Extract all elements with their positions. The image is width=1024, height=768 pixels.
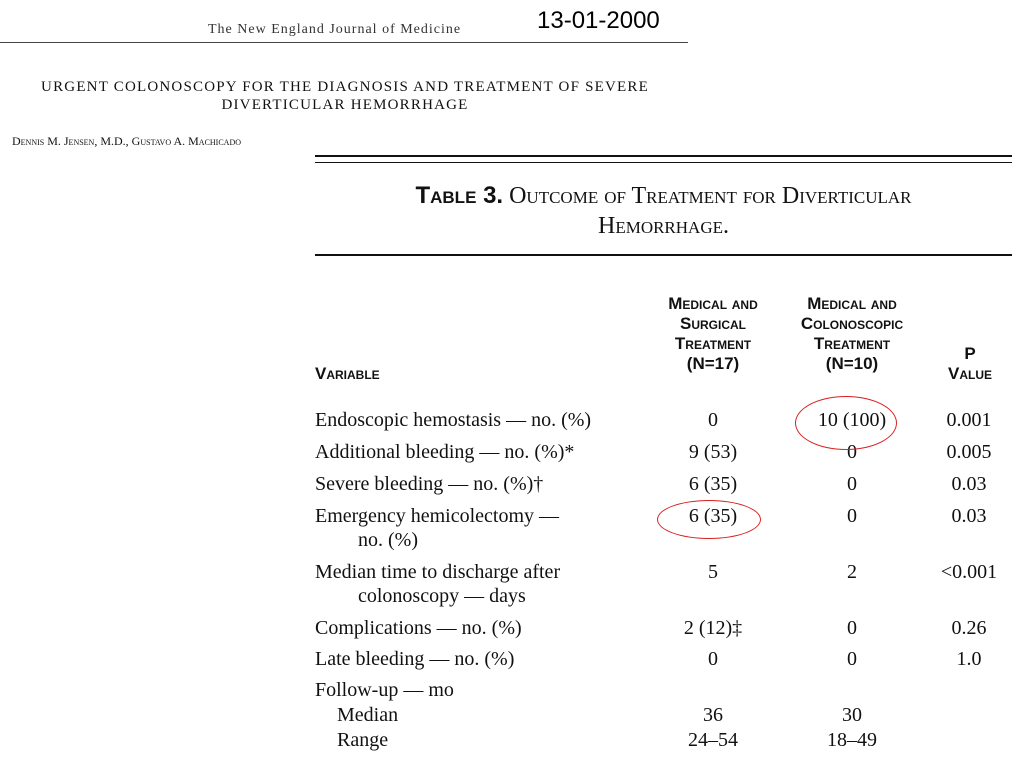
row-emergency-hemicolectomy-c2: 0 <box>847 505 857 527</box>
row-endoscopic-hemostasis-c1: 0 <box>708 409 718 431</box>
row-additional-bleeding-p: 0.005 <box>946 441 992 463</box>
row-late-bleeding-label: Late bleeding — no. (%) <box>315 648 515 670</box>
column-header-c2-line: Medical and <box>807 294 897 313</box>
row-endoscopic-hemostasis-c2: 10 (100) <box>817 409 887 431</box>
row-median-discharge-c1: 5 <box>708 561 718 583</box>
column-header-c2-line: (N=10) <box>825 354 879 373</box>
column-header-variable: Variable <box>315 364 380 383</box>
table-title-rule <box>315 254 1012 256</box>
table-top-rule <box>315 155 1012 157</box>
row-follow-up-range-c1: 24–54 <box>688 729 738 751</box>
row-complications-p: 0.26 <box>951 617 987 639</box>
column-header-c1-line: Treatment <box>674 334 752 353</box>
row-median-discharge-label <box>315 560 560 608</box>
row-median-discharge-p: <0.001 <box>940 561 998 583</box>
row-median-discharge-c2: 2 <box>847 561 857 583</box>
row-follow-up-median-label: Median <box>337 704 399 726</box>
row-complications-c1: 2 (12)‡ <box>683 617 743 639</box>
row-emergency-hemicolectomy-c1: 6 (35) <box>688 505 738 527</box>
column-header-c2-line: Treatment <box>813 334 891 353</box>
row-additional-bleeding-c1: 9 (53) <box>688 441 738 463</box>
table-title-text: Outcome of Treatment for Diverticular <box>509 183 912 209</box>
row-additional-bleeding-c2: 0 <box>847 441 857 463</box>
journal-name: The New England Journal of Medicine <box>208 22 462 37</box>
row-additional-bleeding-label: Additional bleeding — no. (%)* <box>315 441 575 463</box>
article-title <box>0 78 690 114</box>
article-title-line-1: URGENT COLONOSCOPY FOR THE DIAGNOSIS AND TREATMENT OF SEVERE <box>41 79 649 95</box>
row-emergency-hemicolectomy-label-line-2: no. (%) <box>358 529 418 551</box>
row-severe-bleeding-c1: 6 (35) <box>688 473 738 495</box>
row-endoscopic-hemostasis-p: 0.001 <box>946 409 992 431</box>
annotation-circle-hemicolectomy <box>657 500 761 539</box>
column-header-c1-line: Surgical <box>679 314 746 333</box>
column-header-c1-line: Medical and <box>668 294 758 313</box>
row-complications-c2: 0 <box>847 617 857 639</box>
table-title <box>315 181 1012 241</box>
table-title-line-2: Hemorrhage. <box>597 213 729 239</box>
row-emergency-hemicolectomy-label-line-1: Emergency hemicolectomy — <box>315 505 559 527</box>
column-header-p-value <box>925 344 1015 384</box>
row-follow-up-median-c1: 36 <box>703 704 723 726</box>
row-median-discharge-label-line-1: Median time to discharge after <box>315 561 561 583</box>
row-late-bleeding-p: 1.0 <box>956 648 982 670</box>
row-late-bleeding-c2: 0 <box>847 648 857 670</box>
row-follow-up-range-c2: 18–49 <box>827 729 877 751</box>
row-follow-up-range-label: Range <box>337 729 389 751</box>
row-emergency-hemicolectomy-p: 0.03 <box>951 505 987 527</box>
row-late-bleeding-c1: 0 <box>708 648 718 670</box>
row-median-discharge-label-line-2: colonoscopy — days <box>358 585 526 607</box>
row-emergency-hemicolectomy-label <box>315 504 559 552</box>
row-severe-bleeding-p: 0.03 <box>951 473 987 495</box>
row-severe-bleeding-label: Severe bleeding — no. (%)† <box>315 473 544 495</box>
table-title-line-1 <box>315 181 1012 211</box>
table-label: Table 3. <box>415 182 504 209</box>
annotation-circle-hemostasis <box>795 396 897 450</box>
row-endoscopic-hemostasis-label: Endoscopic hemostasis — no. (%) <box>315 409 592 431</box>
column-header-medical-colonoscopic <box>782 294 922 374</box>
column-header-c2-line: Colonoscopic <box>800 314 904 333</box>
row-follow-up-median-c2: 30 <box>842 704 862 726</box>
article-authors: Dennis M. Jensen, M.D., Gustavo A. Machicado <box>12 134 242 148</box>
column-header-c3-line: P <box>964 344 976 363</box>
table-top-rule-thin <box>315 162 1012 163</box>
row-complications-label: Complications — no. (%) <box>315 617 522 639</box>
row-follow-up-label: Follow-up — mo <box>315 679 454 701</box>
article-title-line-2: DIVERTICULAR HEMORRHAGE <box>221 97 469 113</box>
row-severe-bleeding-c2: 0 <box>847 473 857 495</box>
column-header-c1-line: (N=17) <box>686 354 740 373</box>
column-header-medical-surgical <box>648 294 778 374</box>
column-header-c3-line: Value <box>947 364 992 383</box>
header-divider <box>0 42 688 43</box>
date-label: 13-01-2000 <box>537 7 660 34</box>
